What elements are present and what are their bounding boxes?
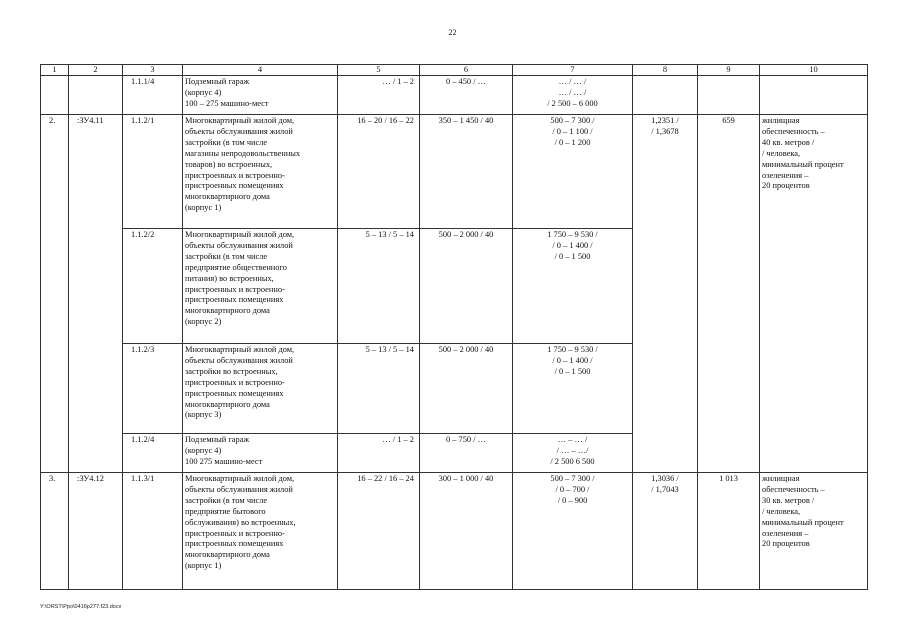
- count-cell: [698, 76, 760, 115]
- density-cell: 1,3036 / / 1,7043: [633, 473, 698, 590]
- floors-cell: 16 – 20 / 16 – 22: [338, 115, 420, 229]
- object-code-cell: 1.1.2/4: [123, 434, 183, 473]
- column-number: 1: [41, 65, 69, 76]
- capacity-cell: 500 – 7 300 / / 0 – 700 / / 0 – 900: [513, 473, 633, 590]
- object-code-cell: 1.1.3/1: [123, 473, 183, 590]
- count-cell: [698, 344, 760, 434]
- zone-id-cell: [69, 229, 123, 344]
- density-cell: [633, 229, 698, 344]
- count-cell: [698, 434, 760, 473]
- notes-cell: [760, 434, 868, 473]
- row-number-cell: [41, 344, 69, 434]
- floors-cell: 5 – 13 / 5 – 14: [338, 229, 420, 344]
- density-cell: [633, 434, 698, 473]
- column-number: 8: [633, 65, 698, 76]
- column-number: 3: [123, 65, 183, 76]
- column-number: 4: [183, 65, 338, 76]
- row-number-cell: [41, 229, 69, 344]
- floors-cell: 16 – 22 / 16 – 24: [338, 473, 420, 590]
- description-cell: Многоквартирный жилой дом, объекты обслуживания жилой застройки (в том числе предприятие общественного питания) во встроенных, пристроенных и встроенно- пристроенных помещениях многоквартирного дома (корпус 2): [183, 229, 338, 344]
- zone-id-cell: :ЗУ4.11: [69, 115, 123, 229]
- object-code-cell: 1.1.2/2: [123, 229, 183, 344]
- column-number: 6: [420, 65, 513, 76]
- page-number: 22: [448, 28, 457, 37]
- notes-cell: [760, 229, 868, 344]
- area-cell: 350 – 1 450 / 40: [420, 115, 513, 229]
- area-cell: 500 – 2 000 / 40: [420, 229, 513, 344]
- object-code-cell: 1.1.2/3: [123, 344, 183, 434]
- column-number-row: [41, 65, 868, 76]
- row-number-cell: 3.: [41, 473, 69, 590]
- row-number-cell: 2.: [41, 115, 69, 229]
- table-row: [41, 229, 868, 344]
- zone-id-cell: [69, 344, 123, 434]
- density-cell: [633, 76, 698, 115]
- zone-id-cell: :ЗУ4.12: [69, 473, 123, 590]
- floors-cell: 5 – 13 / 5 – 14: [338, 344, 420, 434]
- capacity-cell: … / … / … / … / / 2 500 – 6 000: [513, 76, 633, 115]
- description-cell: Многоквартирный жилой дом, объекты обслуживания жилой застройки во встроенных, пристроенных и встроенно- пристроенных помещениях многоквартирного дома (корпус 3): [183, 344, 338, 434]
- count-cell: 1 013: [698, 473, 760, 590]
- count-cell: [698, 229, 760, 344]
- density-cell: [633, 344, 698, 434]
- description-cell: Многоквартирный жилой дом, объекты обслуживания жилой застройки (в том числе магазины непродовольственных товаров) во встроенных, пристроенных и встроенно- пристроенных помещениях многоквартирного дома (корпус 1): [183, 115, 338, 229]
- area-cell: 300 – 1 000 / 40: [420, 473, 513, 590]
- notes-cell: жилищная обеспеченность – 40 кв. метров / / человека, минимальный процент озеленения – 20 процентов: [760, 115, 868, 229]
- zone-id-cell: [69, 76, 123, 115]
- table-row: [41, 344, 868, 434]
- table-row: [41, 434, 868, 473]
- object-code-cell: 1.1.2/1: [123, 115, 183, 229]
- column-number: 7: [513, 65, 633, 76]
- notes-cell: [760, 76, 868, 115]
- table-row: [41, 473, 868, 590]
- column-number: 9: [698, 65, 760, 76]
- zone-id-cell: [69, 434, 123, 473]
- column-number: 10: [760, 65, 868, 76]
- description-cell: Многоквартирный жилой дом, объекты обслуживания жилой застройки (в том числе предприятие бытового обслуживания) во встроенных, пристроенных и встроенно- пристроенных помещениях многоквартирного дома (корпус 1): [183, 473, 338, 590]
- document-table: [40, 64, 868, 590]
- description-cell: Подземный гараж (корпус 4) 100 – 275 машино-мест: [183, 76, 338, 115]
- description-cell: Подземный гараж (корпус 4) 100 275 машино-мест: [183, 434, 338, 473]
- density-cell: 1,2351 / / 1,3678: [633, 115, 698, 229]
- area-cell: 500 – 2 000 / 40: [420, 344, 513, 434]
- floors-cell: … / 1 – 2: [338, 434, 420, 473]
- notes-cell: жилищная обеспеченность – 30 кв. метров / / человека, минимальный процент озеленения – 20 процентов: [760, 473, 868, 590]
- count-cell: 659: [698, 115, 760, 229]
- capacity-cell: 1 750 – 9 530 / / 0 – 1 400 / / 0 – 1 500: [513, 229, 633, 344]
- object-code-cell: 1.1.1/4: [123, 76, 183, 115]
- area-cell: 0 – 750 / …: [420, 434, 513, 473]
- capacity-cell: 1 750 – 9 530 / / 0 – 1 400 / / 0 – 1 500: [513, 344, 633, 434]
- column-number: 5: [338, 65, 420, 76]
- table-row: [41, 76, 868, 115]
- table-body: [41, 76, 868, 590]
- area-cell: 0 – 450 / …: [420, 76, 513, 115]
- row-number-cell: [41, 434, 69, 473]
- column-number: 2: [69, 65, 123, 76]
- row-number-cell: [41, 76, 69, 115]
- floors-cell: … / 1 – 2: [338, 76, 420, 115]
- capacity-cell: … – … / / … – …/ / 2 500 6 500: [513, 434, 633, 473]
- table-row: [41, 115, 868, 229]
- capacity-cell: 500 – 7 300 / / 0 – 1 100 / / 0 – 1 200: [513, 115, 633, 229]
- footer-file-path: Y:\ORST\Ppo\0416p277.f23.docx: [40, 604, 122, 610]
- notes-cell: [760, 344, 868, 434]
